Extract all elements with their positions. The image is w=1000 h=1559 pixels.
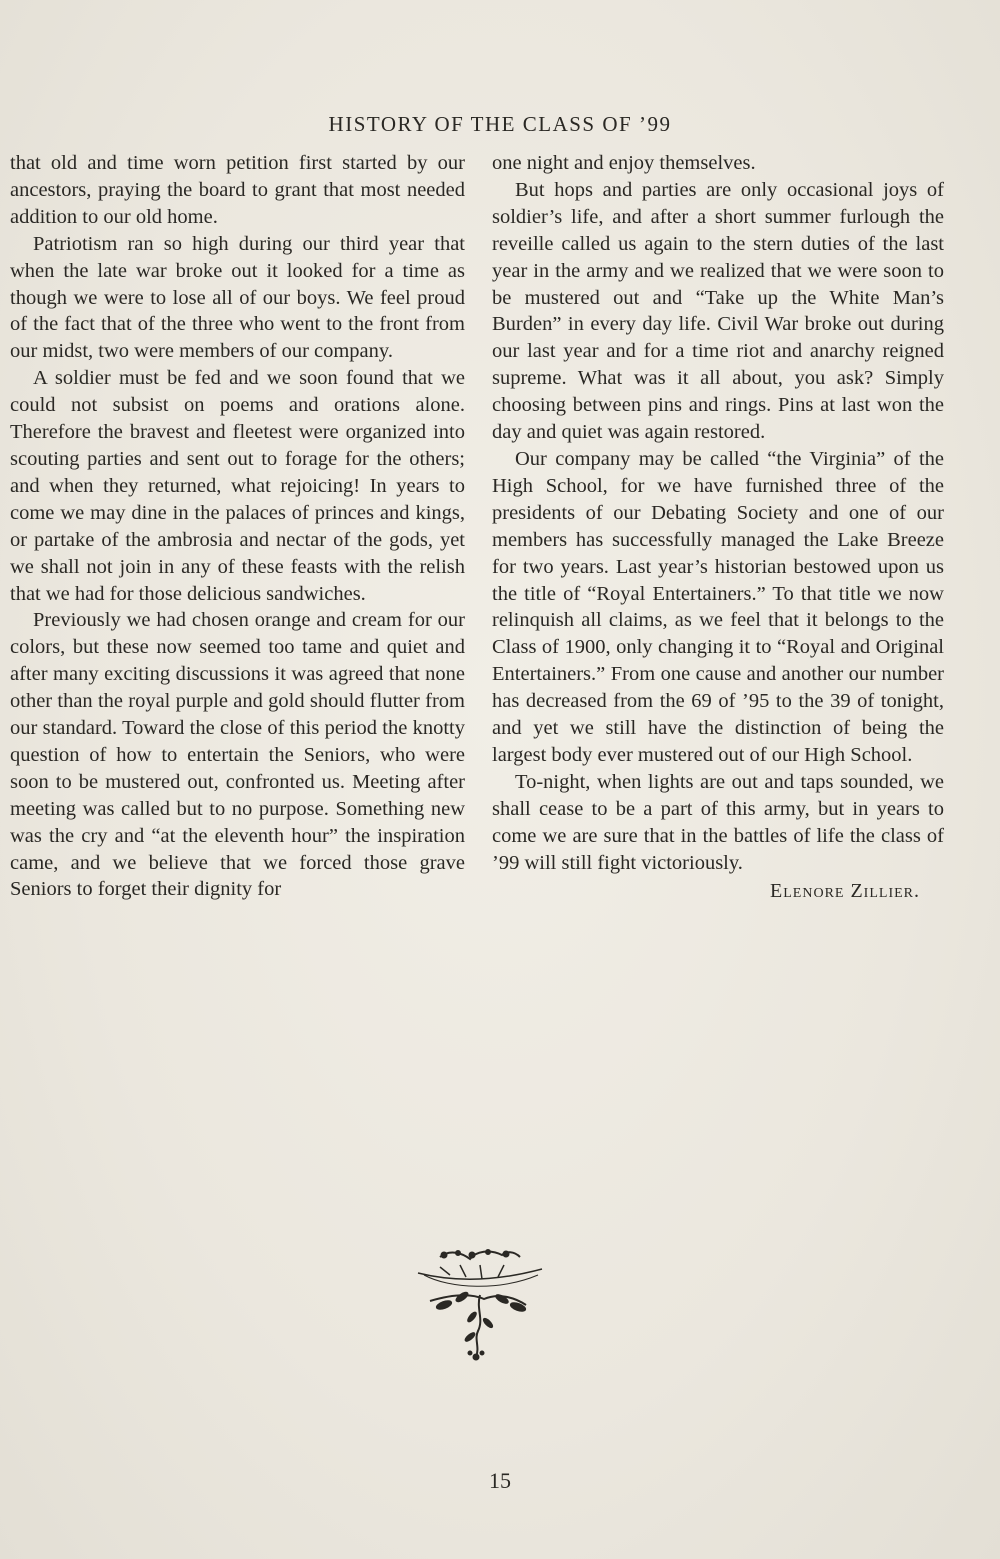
paragraph: A soldier must be fed and we soon found that we could not subsist on poems and orations alone. Therefore the bravest and fleetest were organized into scouting parties and sent out to forage for the others; and when they returned, what rejoicing! In years to come we may dine in the palaces of princes and kings, or partake of the ambrosia and nectar of the gods, yet we shall not join in any of these feasts with the relish that we had for those delicious sandwiches. — [10, 367, 465, 605]
paragraph: one night and enjoy themselves. — [492, 152, 756, 174]
right-column — [492, 150, 944, 905]
paragraph: But hops and parties are only occasional joys of soldier’s life, and after a short summer furlough the reveille called us again to the stern duties of the last year in the army and we realized that we were soon to be mustered out and “Take up the White Man’s Burden” in every day life. Civil War broke out during our last year and for a time riot and anarchy reigned supreme. What was it all about, you ask? Simply choosing between pins and rings. Pins at last won the day and quiet was again restored. — [492, 178, 944, 444]
floral-vignette-icon — [410, 1245, 550, 1365]
paragraph: Our company may be called “the Virginia” of the High School, for we have furnished three of the presidents of our Debating Society and one of our members has successfully managed the Lake Breeze for two years. Last year’s historian bestowed upon us the title of “Royal Entertainers.” To that title we now relinquish all claims, as we feel that it belongs to the Class of 1900, only changing it to “Royal and Original Entertainers.” From one cause and another our number has decreased from the 69 of ’95 to the 39 of tonight, and yet we still have the distinction of being the largest body ever mustered out of our High School. — [492, 447, 944, 766]
paragraph: Patriotism ran so high during our third year that when the late war broke out it looked for a time as though we were to lose all of our boys. We feel proud of the fact that of the three who went to the front from our midst, two were members of our company. — [10, 232, 465, 363]
paragraph: that old and time worn petition first started by our ancestors, praying the board to grant that most needed addition to our old home. — [10, 152, 465, 228]
page-number: 15 — [489, 1468, 511, 1493]
paragraph: To-night, when lights are out and taps sounded, we shall cease to be a part of this army, but in years to come we are sure that in the battles of life the class of ’99 will still fight victoriously. — [492, 770, 944, 874]
left-column — [10, 150, 465, 903]
paragraph: Previously we had chosen orange and cream for our colors, but these now seemed too tame and quiet and after many exciting discussions it was agreed that none other than the royal purple and gold should flutter from our standard. Toward the close of this period the knotty question of how to entertain the Seniors, who were soon to be mustered out, confronted us. Meeting after meeting was called but to no purpose. Something new was the cry and “at the eleventh hour” the inspiration came, and we believe that we forced those grave Seniors to forget their dignity for — [10, 609, 465, 901]
running-head: HISTORY OF THE CLASS OF ’99 — [328, 112, 672, 136]
author-signature: Elenore Zillier. — [770, 880, 920, 903]
